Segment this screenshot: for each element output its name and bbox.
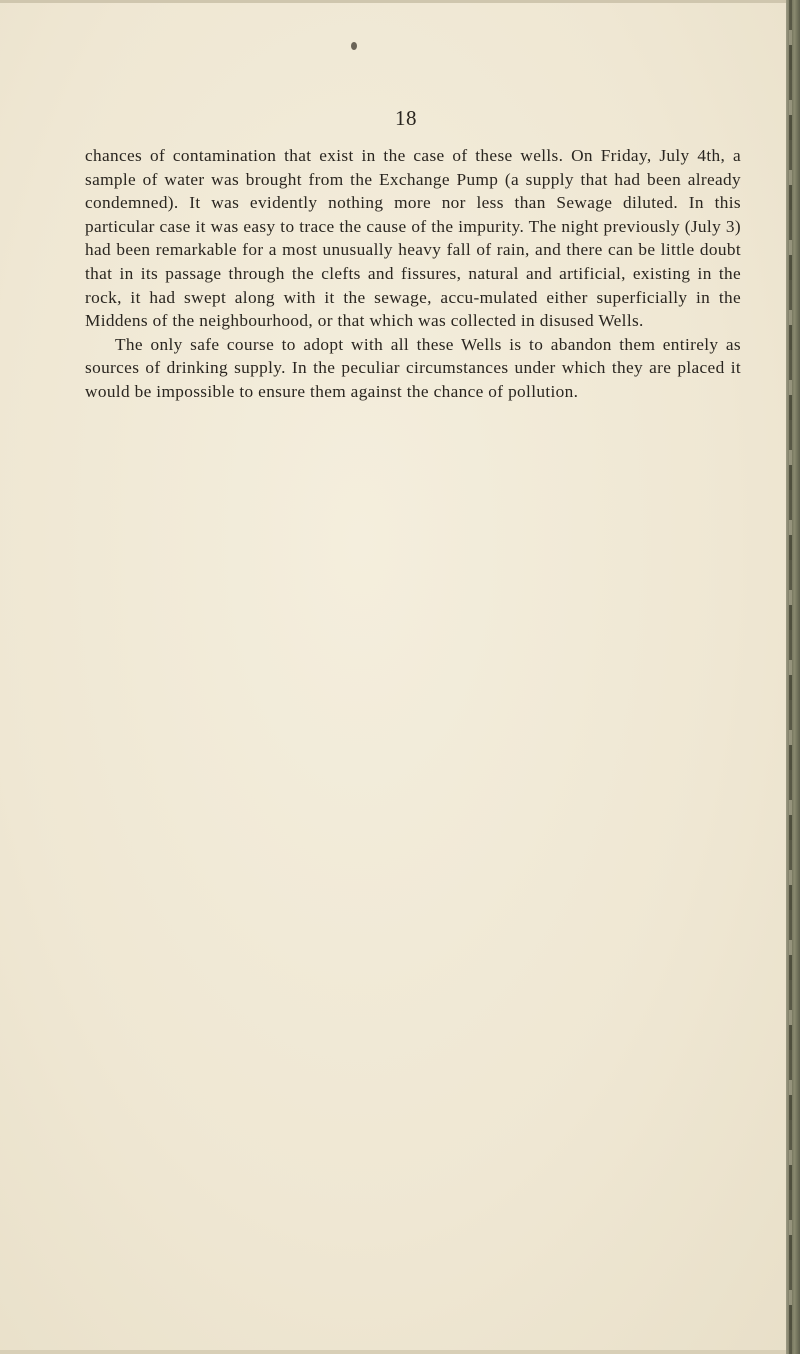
page-bottom-edge xyxy=(0,1350,790,1354)
page-number: 18 xyxy=(395,106,417,130)
book-spine-edge xyxy=(786,0,800,1354)
page-top-edge xyxy=(0,0,790,3)
body-text xyxy=(85,144,741,404)
paragraph-2: The only safe course to adopt with all these Wells is to abandon them entirely as sources of drinking supply. In the peculiar circumstances under which they are placed it would be impossible to ensure them against the chance of pollution. xyxy=(85,334,741,401)
paragraph-1: chances of contamination that exist in the case of these wells. On Friday, July 4th, a sample of water was brought from the Exchange Pump (a supply that had been already condemned). It was evidently nothing more nor less than Sewage diluted. In this particular case it was easy to trace the cause of the impurity. The night previously (July 3) had been remarkable for a most unusually heavy fall of rain, and there can be little doubt that in its passage through the clefts and fissures, natural and artificial, existing in the rock, it had swept along with it the sewage, accu-mulated either superficially in the Middens of the neighbourhood, or that which was collected in disused Wells. xyxy=(85,146,741,331)
ink-spot xyxy=(351,42,357,50)
